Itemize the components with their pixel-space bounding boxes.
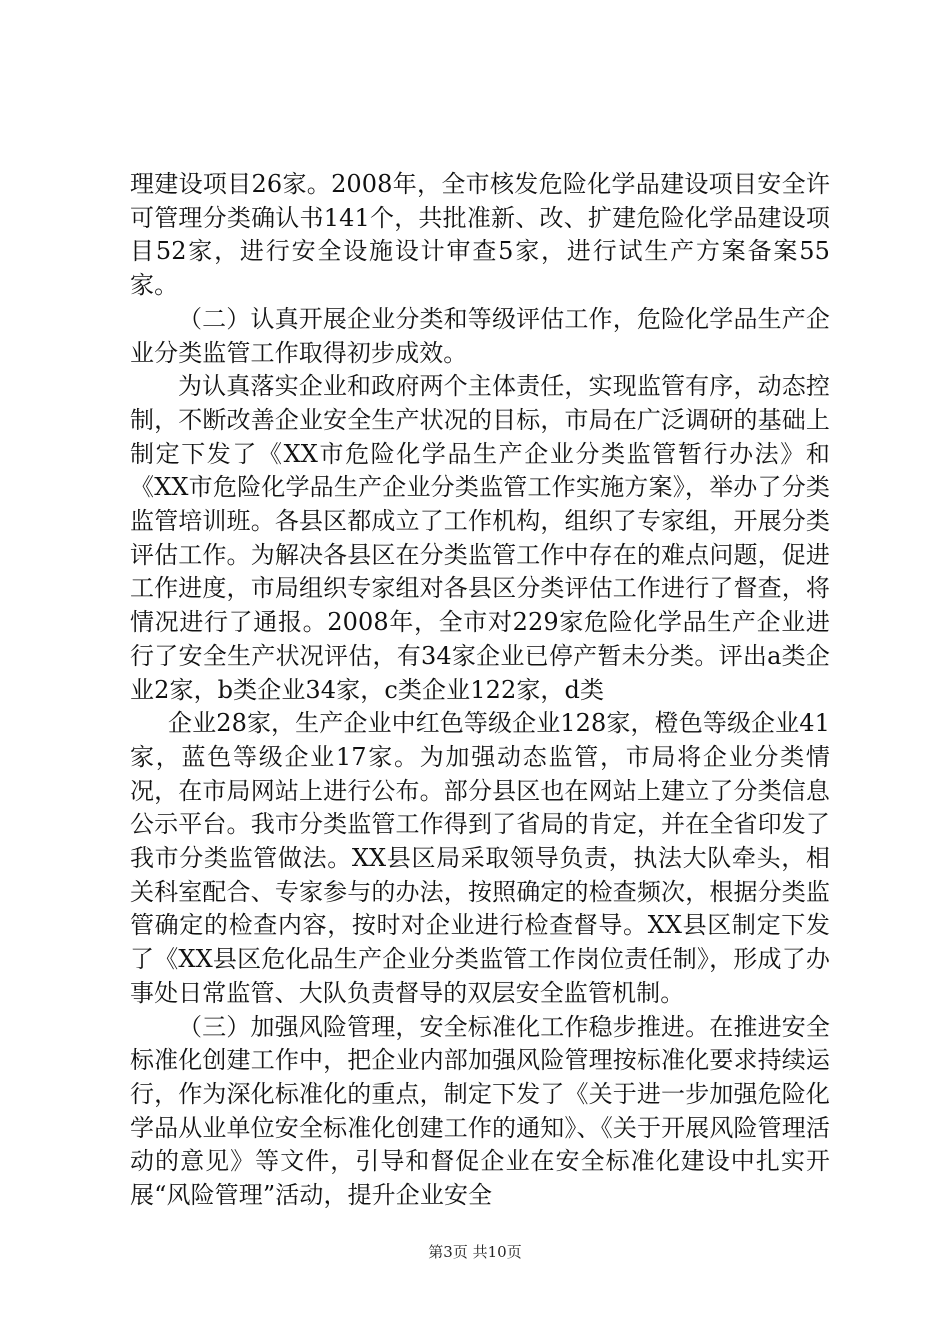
document-body [130,168,830,1213]
section-heading-2: （二）认真开展企业分类和等级评估工作，危险化学品生产企业分类监管工作取得初步成效。 [130,304,830,367]
paragraph-grading: 企业28家，生产企业中红色等级企业128家，橙色等级企业41家，蓝色等级企业17家。为加强动态监管，市局将企业分类情况，在市局网站上进行公布。部分县区也在网站上建立了分类信息公示平台。我市分类监管工作得到了省局的肯定，并在全省印发了我市分类监管做法。XX县区局采取领导负责，执法大队牵头，相关科室配合、专家参与的办法，按照确定的检查频次，根据分类监管确定的检查内容，按时对企业进行检查督导。XX县区制定下发了《XX县区危化品生产企业分类监管工作岗位责任制》，形成了办事处日常监管、大队负责督导的双层安全监管机制。 [130,709,830,1007]
paragraph-continued: 理建设项目26家。2008年，全市核发危险化学品建设项目安全许可管理分类确认书141个，共批准新、改、扩建危险化学品建设项目52家，进行安全设施设计审查5家，进行试生产方案备案55家。 [130,170,830,300]
page-number: 第3页 共10页 [428,1243,522,1261]
paragraph-classification: 为认真落实企业和政府两个主体责任，实现监管有序，动态控制，不断改善企业安全生产状况的目标，市局在广泛调研的基础上制定下发了《XX市危险化学品生产企业分类监管暂行办法》和《XX市危险化学品生产企业分类监管工作实施方案》，举办了分类监管培训班。各县区都成立了工作机构，组织了专家组，开展分类评估工作。为解决各县区在分类监管工作中存在的难点问题，促进工作进度，市局组织专家组对各县区分类评估工作进行了督查，将情况进行了通报。2008年，全市对229家危险化学品生产企业进行了安全生产状况评估，有34家企业已停产暂未分类。评出a类企业2家，b类企业34家，c类企业122家，d类 [130,372,830,704]
section-heading-3: （三）加强风险管理，安全标准化工作稳步推进。在推进安全标准化创建工作中，把企业内部加强风险管理按标准化要求持续运行，作为深化标准化的重点，制定下发了《关于进一步加强危险化学品从业单位安全标准化创建工作的通知》、《关于开展风险管理活动的意见》等文件，引导和督促企业在安全标准化建设中扎实开展“风险管理”活动，提升企业安全 [130,1012,830,1210]
